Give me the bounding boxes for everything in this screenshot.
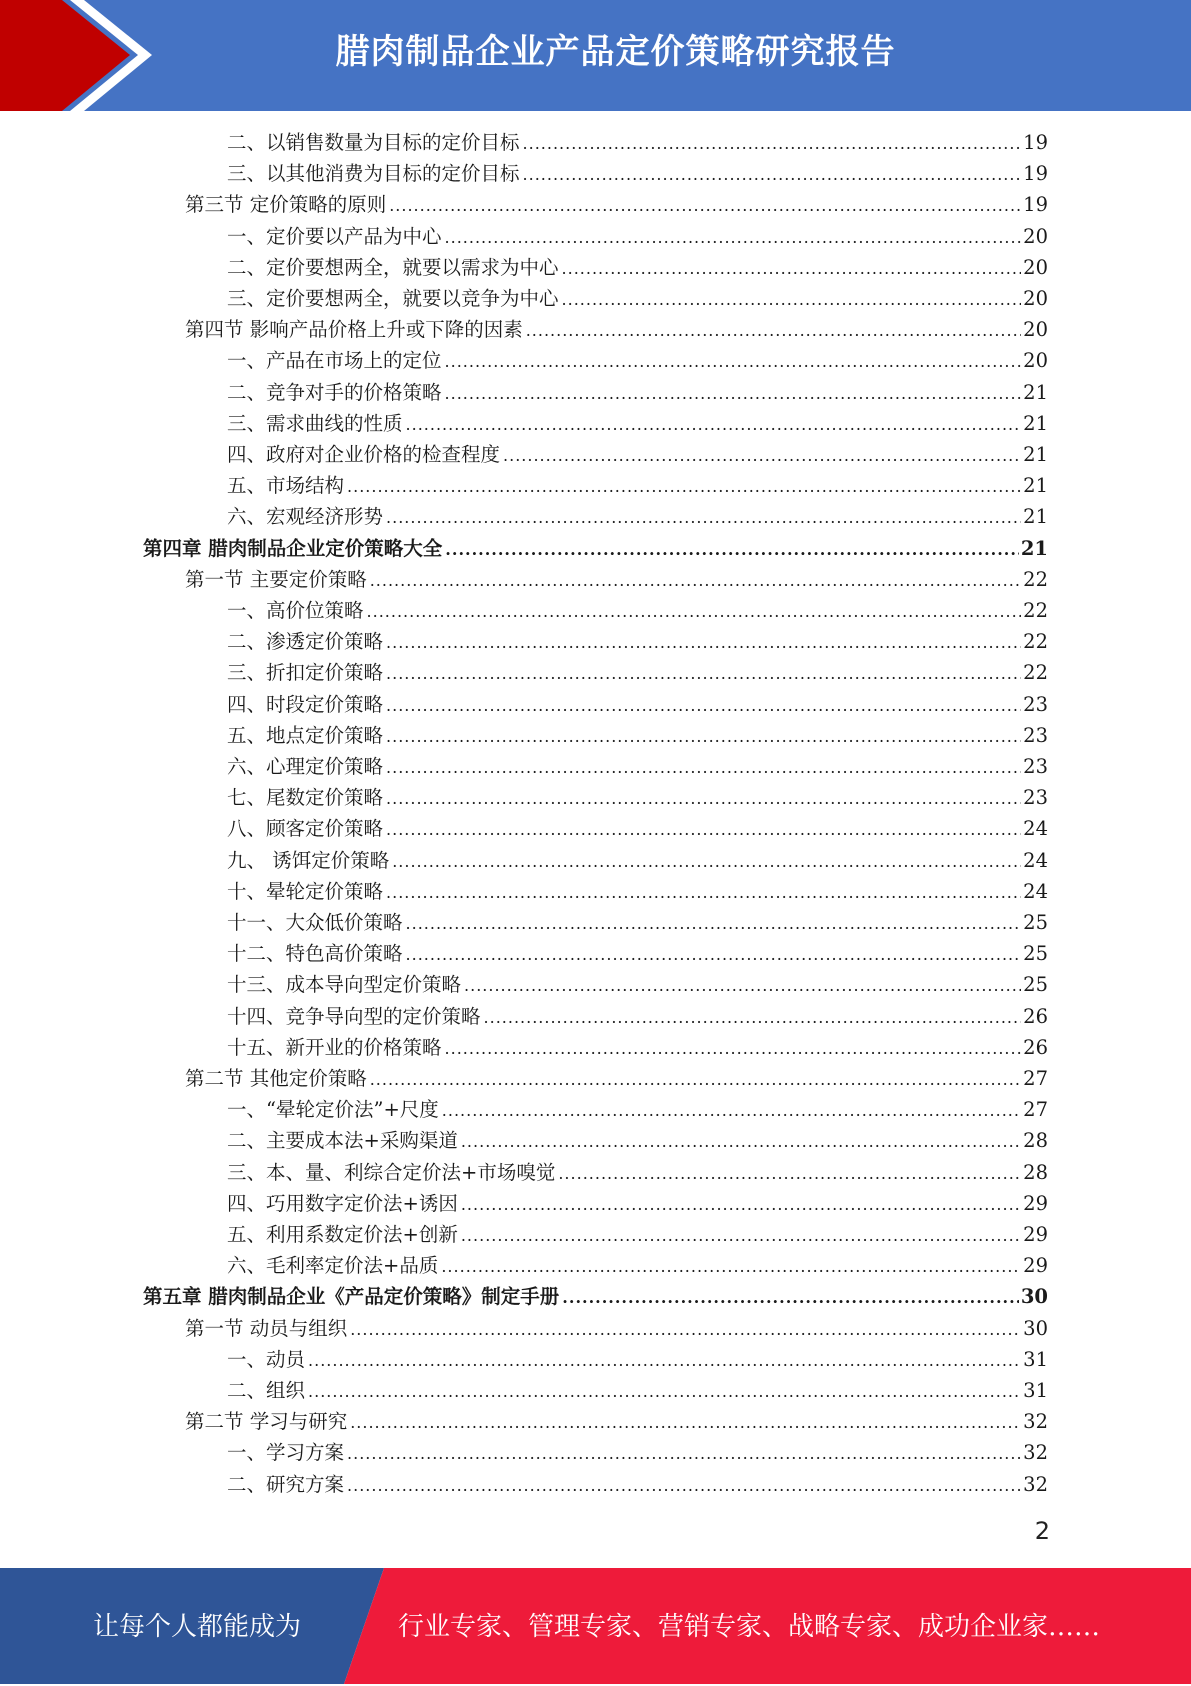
toc-entry-page: 24 — [1023, 817, 1048, 841]
toc-entry-label: 一、动员 — [227, 1347, 306, 1371]
toc-entry-page: 24 — [1023, 848, 1048, 872]
toc-item-entry[interactable] — [227, 1188, 1048, 1219]
toc-item-entry[interactable] — [227, 221, 1048, 252]
toc-dot-leader — [347, 471, 1021, 502]
toc-entry-page: 21 — [1023, 474, 1048, 498]
toc-section-entry[interactable] — [185, 314, 1048, 345]
toc-dot-leader — [484, 1002, 1022, 1033]
toc-entry-page: 21 — [1023, 505, 1048, 529]
toc-chapter-entry[interactable] — [143, 533, 1048, 564]
toc-entry-label: 二、组织 — [227, 1379, 306, 1402]
toc-entry-page: 20 — [1023, 349, 1048, 373]
toc-dot-leader — [464, 970, 1021, 1001]
toc-item-entry[interactable] — [227, 377, 1048, 408]
toc-entry-label: 第四节 影响产品价格上升或下降的因素 — [185, 318, 523, 342]
toc-dot-leader — [445, 534, 1019, 565]
toc-section-entry[interactable] — [185, 189, 1048, 220]
toc-entry-page: 32 — [1023, 1410, 1048, 1434]
toc-entry-page: 20 — [1023, 287, 1048, 310]
toc-item-entry[interactable] — [227, 439, 1048, 470]
toc-entry-label: 八、顾客定价策略 — [227, 817, 384, 841]
toc-entry-label: 六、毛利率定价法+品质 — [227, 1254, 439, 1278]
toc-entry-page: 19 — [1023, 131, 1048, 154]
toc-entry-label: 二、以销售数量为目标的定价目标 — [227, 131, 520, 154]
toc-entry-label: 第二节 学习与研究 — [185, 1410, 348, 1434]
toc-item-entry[interactable] — [227, 1032, 1048, 1063]
toc-dot-leader — [406, 939, 1022, 970]
toc-item-entry[interactable] — [227, 689, 1048, 720]
toc-entry-page: 31 — [1023, 1347, 1048, 1371]
toc-dot-leader — [392, 846, 1021, 877]
toc-entry-label: 五、市场结构 — [227, 474, 345, 498]
toc-entry-page: 29 — [1023, 1223, 1048, 1246]
toc-entry-page: 20 — [1023, 224, 1048, 248]
toc-entry-page: 23 — [1023, 755, 1048, 778]
toc-entry-page: 21 — [1023, 380, 1048, 404]
toc-entry-page: 20 — [1023, 318, 1048, 342]
toc-entry-label: 五、地点定价策略 — [227, 723, 384, 747]
toc-item-entry[interactable] — [227, 1001, 1048, 1032]
page-header — [0, 0, 1191, 111]
toc-dot-leader — [445, 222, 1022, 253]
toc-entry-label: 第二节 其他定价策略 — [185, 1067, 367, 1090]
toc-dot-leader — [523, 159, 1022, 190]
toc-entry-page: 21 — [1023, 443, 1048, 466]
toc-dot-leader — [445, 1033, 1022, 1064]
footer-slogan-left: 让每个人都能成为 — [92, 1612, 301, 1642]
toc-entry-page: 27 — [1023, 1067, 1048, 1090]
toc-chapter-entry[interactable] — [143, 1281, 1048, 1312]
toc-dot-leader — [370, 565, 1021, 596]
toc-item-entry[interactable] — [227, 751, 1048, 782]
toc-item-entry[interactable] — [227, 813, 1048, 844]
toc-dot-leader — [350, 1407, 1021, 1438]
toc-dot-leader — [461, 1126, 1021, 1157]
toc-entry-page: 29 — [1023, 1191, 1048, 1215]
report-title: 腊肉制品企业产品定价策略研究报告 — [335, 32, 896, 72]
toc-dot-leader — [308, 1376, 1021, 1407]
toc-entry-page: 22 — [1023, 567, 1048, 591]
toc-entry-page: 19 — [1023, 193, 1048, 217]
toc-item-entry[interactable] — [227, 1344, 1048, 1375]
toc-entry-page: 26 — [1023, 1004, 1048, 1028]
toc-entry-label: 一、“晕轮定价法”+尺度 — [227, 1098, 439, 1122]
toc-dot-leader — [389, 190, 1021, 221]
toc-entry-label: 二、竞争对手的价格策略 — [227, 380, 442, 404]
toc-entry-label: 九、 诱饵定价策略 — [227, 848, 390, 872]
toc-entry-label: 二、定价要想两全，就要以需求为中心 — [227, 255, 559, 279]
toc-entry-label: 第三节 定价策略的原则 — [185, 193, 387, 217]
toc-entry-page: 30 — [1023, 1316, 1048, 1340]
toc-item-entry[interactable] — [227, 1250, 1048, 1281]
toc-entry-label: 第一节 动员与组织 — [185, 1316, 348, 1340]
toc-item-entry[interactable] — [227, 1375, 1048, 1406]
toc-dot-leader — [386, 877, 1021, 908]
toc-entry-page: 23 — [1023, 692, 1048, 716]
toc-entry-label: 十四、竞争导向型的定价策略 — [227, 1004, 481, 1028]
toc-item-entry[interactable] — [227, 1219, 1048, 1250]
toc-entry-label: 十五、新开业的价格策略 — [227, 1035, 442, 1059]
toc-section-entry[interactable] — [185, 1063, 1048, 1094]
toc-dot-leader — [406, 908, 1022, 939]
toc-entry-label: 第五章 腊肉制品企业《产品定价策略》制定手册 — [143, 1285, 560, 1309]
toc-entry-label: 三、需求曲线的性质 — [227, 411, 403, 435]
toc-entry-label: 十二、特色高价策略 — [227, 942, 403, 966]
toc-entry-page: 28 — [1023, 1160, 1048, 1184]
toc-section-entry[interactable] — [185, 564, 1048, 595]
toc-entry-page: 21 — [1023, 411, 1048, 435]
toc-entry-label: 三、定价要想两全，就要以竞争为中心 — [227, 287, 559, 310]
toc-dot-leader — [308, 1345, 1021, 1376]
toc-item-entry[interactable] — [227, 127, 1048, 158]
toc-entry-page: 24 — [1023, 879, 1048, 903]
page-footer — [0, 1568, 1191, 1684]
toc-dot-leader — [562, 253, 1022, 284]
toc-entry-label: 十、晕轮定价策略 — [227, 879, 384, 903]
toc-entry-label: 十三、成本导向型定价策略 — [227, 973, 462, 997]
toc-dot-leader — [442, 1095, 1021, 1126]
toc-dot-leader — [406, 409, 1022, 440]
toc-entry-page: 30 — [1020, 1285, 1048, 1309]
toc-item-entry[interactable] — [227, 345, 1048, 376]
toc-entry-page: 32 — [1023, 1472, 1048, 1496]
toc-item-entry[interactable] — [227, 501, 1048, 532]
toc-item-entry[interactable] — [227, 595, 1048, 626]
toc-entry-label: 一、定价要以产品为中心 — [227, 224, 442, 248]
toc-item-entry[interactable] — [227, 1469, 1048, 1500]
toc-entry-label: 四、时段定价策略 — [227, 692, 384, 716]
toc-item-entry[interactable] — [227, 845, 1048, 876]
toc-item-entry[interactable] — [227, 907, 1048, 938]
toc-item-entry[interactable] — [227, 470, 1048, 501]
toc-dot-leader — [370, 1064, 1021, 1095]
toc-dot-leader — [386, 627, 1021, 658]
toc-entry-label: 二、主要成本法+采购渠道 — [227, 1129, 458, 1153]
toc-dot-leader — [347, 1470, 1021, 1501]
toc-item-entry[interactable] — [227, 158, 1048, 189]
toc-item-entry[interactable] — [227, 969, 1048, 1000]
toc-dot-leader — [367, 596, 1022, 627]
toc-dot-leader — [386, 783, 1021, 814]
toc-entry-label: 一、产品在市场上的定位 — [227, 349, 442, 373]
toc-dot-leader — [445, 346, 1022, 377]
toc-entry-label: 二、研究方案 — [227, 1472, 345, 1496]
toc-entry-label: 七、尾数定价策略 — [227, 786, 384, 810]
toc-item-entry[interactable] — [227, 720, 1048, 751]
toc-entry-label: 第四章 腊肉制品企业定价策略大全 — [143, 536, 443, 560]
toc-entry-label: 四、政府对企业价格的检查程度 — [227, 443, 501, 466]
toc-dot-leader — [386, 658, 1021, 689]
toc-entry-label: 三、以其他消费为目标的定价目标 — [227, 162, 520, 186]
toc-entry-page: 31 — [1023, 1379, 1048, 1402]
toc-item-entry[interactable] — [227, 283, 1048, 314]
toc-dot-leader — [523, 128, 1022, 159]
toc-entry-label: 十一、大众低价策略 — [227, 911, 403, 934]
toc-dot-leader — [441, 1251, 1021, 1282]
toc-dot-leader — [461, 1189, 1021, 1220]
toc-item-entry[interactable] — [227, 1157, 1048, 1188]
toc-dot-leader — [461, 1220, 1021, 1251]
toc-entry-label: 三、本、量、利综合定价法+市场嗅觉 — [227, 1160, 556, 1184]
toc-dot-leader — [526, 315, 1021, 346]
toc-entry-page: 22 — [1023, 630, 1048, 654]
toc-dot-leader — [347, 1438, 1021, 1469]
toc-entry-label: 六、宏观经济形势 — [227, 505, 384, 529]
page-number: 2 — [1034, 1517, 1050, 1545]
toc-entry-page: 23 — [1023, 723, 1048, 747]
toc-item-entry[interactable] — [227, 782, 1048, 813]
toc-dot-leader — [386, 814, 1021, 845]
toc-item-entry[interactable] — [227, 408, 1048, 439]
toc-dot-leader — [558, 1158, 1021, 1189]
toc-dot-leader — [386, 502, 1021, 533]
toc-entry-page: 26 — [1023, 1035, 1048, 1059]
toc-entry-page: 25 — [1023, 973, 1048, 997]
toc-entry-page: 32 — [1023, 1441, 1048, 1465]
toc-entry-page: 21 — [1020, 536, 1048, 560]
toc-entry-page: 28 — [1023, 1129, 1048, 1153]
toc-item-entry[interactable] — [227, 1437, 1048, 1468]
toc-entry-label: 三、折扣定价策略 — [227, 661, 384, 685]
toc-dot-leader — [350, 1314, 1021, 1345]
toc-item-entry[interactable] — [227, 657, 1048, 688]
toc-entry-page: 19 — [1023, 162, 1048, 186]
toc-entry-page: 20 — [1023, 255, 1048, 279]
toc-dot-leader — [562, 1282, 1019, 1313]
toc-entry-page: 22 — [1023, 661, 1048, 685]
toc-section-entry[interactable] — [185, 1313, 1048, 1344]
toc-entry-label: 一、学习方案 — [227, 1441, 345, 1465]
toc-entry-page: 22 — [1023, 599, 1048, 622]
toc-item-entry[interactable] — [227, 626, 1048, 657]
toc-section-entry[interactable] — [185, 1406, 1048, 1437]
toc-entry-page: 29 — [1023, 1254, 1048, 1278]
toc-entry-label: 二、渗透定价策略 — [227, 630, 384, 654]
toc-item-entry[interactable] — [227, 1125, 1048, 1156]
toc-item-entry[interactable] — [227, 938, 1048, 969]
toc-dot-leader — [386, 721, 1021, 752]
toc-entry-page: 27 — [1023, 1098, 1048, 1122]
toc-entry-label: 四、巧用数字定价法+诱因 — [227, 1191, 458, 1215]
toc-entry-page: 25 — [1023, 942, 1048, 966]
toc-entry-page: 25 — [1023, 911, 1048, 934]
toc-dot-leader — [562, 284, 1022, 315]
toc-dot-leader — [503, 440, 1021, 471]
footer-slogan-right: 行业专家、管理专家、营销专家、战略专家、成功企业家…… — [398, 1612, 1101, 1642]
toc-entry-label: 第一节 主要定价策略 — [185, 567, 367, 591]
toc-entry-label: 五、利用系数定价法+创新 — [227, 1223, 458, 1246]
toc-dot-leader — [445, 378, 1022, 409]
toc-dot-leader — [386, 752, 1021, 783]
toc-item-entry[interactable] — [227, 876, 1048, 907]
toc-dot-leader — [386, 690, 1021, 721]
toc-item-entry[interactable] — [227, 252, 1048, 283]
toc-entry-label: 一、高价位策略 — [227, 599, 364, 622]
toc-entry-page: 23 — [1023, 786, 1048, 810]
toc-item-entry[interactable] — [227, 1094, 1048, 1125]
toc-entry-label: 六、心理定价策略 — [227, 755, 384, 778]
